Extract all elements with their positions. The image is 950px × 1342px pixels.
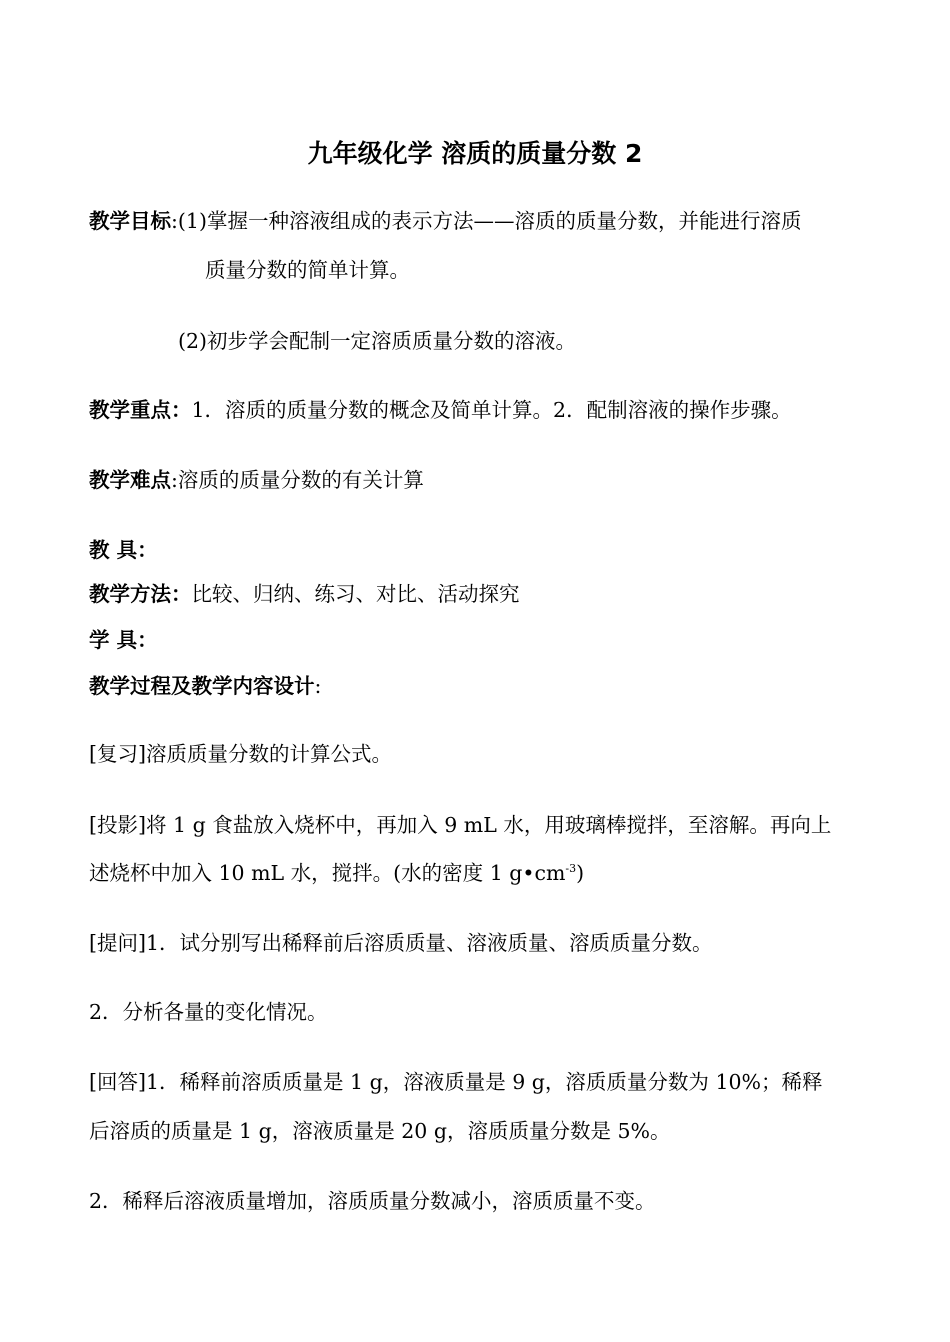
process-line: [89, 672, 321, 700]
difficulty-text: 溶质的质量分数的有关计算: [177, 468, 424, 492]
difficulty-line: [89, 466, 424, 494]
objective-2-text: (2)初步学会配制一定溶质质量分数的溶液。: [178, 329, 577, 353]
projection-exponent: -3: [565, 862, 577, 876]
projection-line-2: [89, 859, 584, 887]
answer-line-2: 后溶质的质量是 1 g，溶液质量是 20 g，溶质质量分数是 5%。: [89, 1119, 671, 1143]
methods-line: [89, 580, 520, 608]
difficulty-label: 教学难点: [89, 468, 171, 492]
difficulty-colon: :: [171, 468, 178, 492]
teaching-tools-label: 教 具：: [89, 538, 158, 562]
methods-text: 比较、归纳、练习、对比、活动探究: [191, 582, 520, 606]
document-title: 九年级化学 溶质的质量分数 2: [307, 139, 643, 168]
objectives-colon: :: [171, 209, 178, 233]
review-line: [复习]溶质质量分数的计算公式。: [89, 742, 392, 766]
methods-label: 教学方法：: [89, 582, 192, 606]
question-line-2: 2．分析各量的变化情况。: [89, 1000, 328, 1024]
projection-line-1: [投影]将 1 g 食盐放入烧杯中，再加入 9 mL 水，用玻璃棒搅拌，至溶解。再向上: [89, 813, 832, 837]
projection-line-2-end: ): [576, 861, 585, 885]
answer-line-3: 2．稀释后溶液质量增加，溶质质量分数减小，溶质质量不变。: [89, 1189, 656, 1213]
projection-line-2-text: 述烧杯中加入 10 mL 水，搅拌。(水的密度 1 g•cm: [89, 861, 566, 885]
key-points-line: [89, 396, 792, 424]
objective-1-text: (1)掌握一种溶液组成的表示方法——溶质的质量分数，并能进行溶质: [177, 209, 802, 233]
key-points-text: 1．溶质的质量分数的概念及简单计算。2．配制溶液的操作步骤。: [191, 398, 792, 422]
answer-line-1: [回答]1．稀释前溶质质量是 1 g，溶液质量是 9 g，溶质质量分数为 10%；稀释: [89, 1070, 823, 1094]
process-colon: :: [314, 674, 322, 698]
question-line-1: [提问]1．试分别写出稀释前后溶质质量、溶液质量、溶质质量分数。: [89, 931, 713, 955]
key-points-label: 教学重点：: [89, 398, 192, 422]
objectives-line-1: [89, 207, 801, 235]
study-tools-label: 学 具：: [89, 628, 158, 652]
objective-1-continued: 质量分数的简单计算。: [205, 258, 410, 282]
objectives-label: 教学目标: [89, 209, 171, 233]
process-label: 教学过程及教学内容设计: [89, 674, 315, 698]
